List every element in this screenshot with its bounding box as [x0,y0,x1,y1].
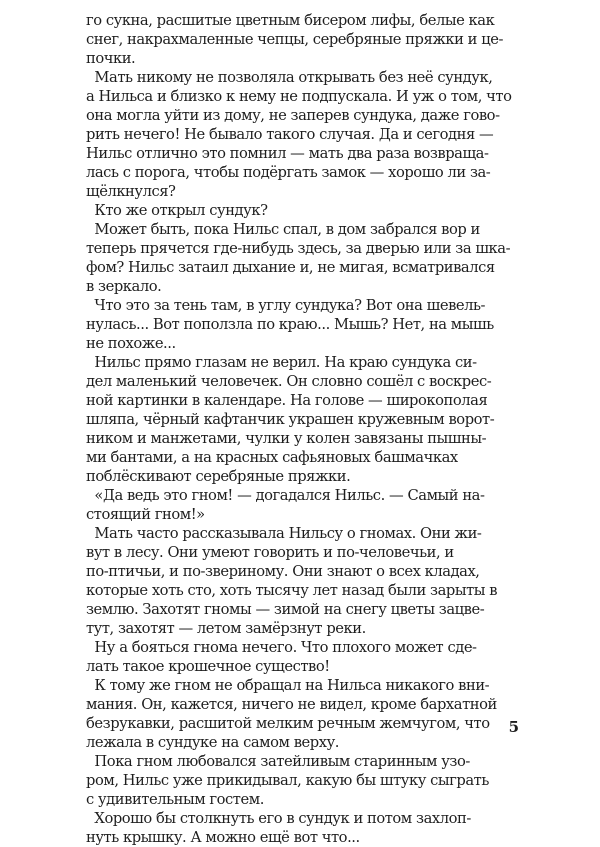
text-line: Кто же открыл сундук? [86,202,268,219]
text-line: ром, Нильс уже прикидывал, какую бы штуку сыграть [86,772,489,789]
text-line: шляпа, чёрный кафтанчик украшен кружевным ворот- [86,411,495,428]
text-line: Нильс прямо глазам не верил. На краю сундука си- [86,354,477,371]
text-line: Мать часто рассказывала Нильсу о гномах. Они жи- [86,525,482,542]
text-line: щёлкнулся? [86,183,176,200]
text-line: поблёскивают серебряные пряжки. [86,468,351,485]
text-line: не похоже... [86,335,176,352]
text-line: Что это за тень там, в углу сундука? Вот она шевель- [86,297,486,314]
page-number: 5 [508,718,519,736]
text-line: К тому же гном не обращал на Нильса никакого вни- [86,677,490,694]
text-line: лежала в сундуке на самом верху. [86,734,339,751]
text-line: Может быть, пока Нильс спал, в дом забрался вор и [86,221,480,238]
text-line: безрукавки, расшитой мелким речным жемчугом, что [86,715,490,732]
text-line: нуть крышку. А можно ещё вот что... [86,829,360,846]
text-line: го сукна, расшитые цветным бисером лифы, белые как [86,12,495,29]
text-line: она могла уйти из дому, не заперев сундука, даже гово- [86,107,500,124]
text-line: с удивительным гостем. [86,791,264,808]
text-line: которые хоть сто, хоть тысячу лет назад были зарыты в [86,582,498,599]
text-line: снег, накрахмаленные чепцы, серебряные пряжки и це- [86,31,503,48]
text-line: Нильс отлично это помнил — мать два раза возвраща- [86,145,489,162]
text-line: вут в лесу. Они умеют говорить и по-человечьи, и [86,544,454,561]
text-line: рить нечего! Не бывало такого случая. Да и сегодня — [86,126,494,143]
text-line: тут, захотят — летом замёрзнут реки. [86,620,366,637]
text-line: нулась... Вот поползла по краю... Мышь? Нет, на мышь [86,316,494,333]
text-line: фом? Нильс затаил дыхание и, не мигая, всматривался [86,259,495,276]
text-line: по-птичьи, и по-звериному. Они знают о всех кладах, [86,563,480,580]
text-line: стоящий гном!» [86,506,205,523]
text-line: ником и манжетами, чулки у колен завязаны пышны- [86,430,487,447]
text-line: теперь прячется где-нибудь здесь, за дверью или за шка- [86,240,511,257]
text-line: дел маленький человечек. Он словно сошёл с воскрес- [86,373,492,390]
text-line: лать такое крошечное существо! [86,658,330,675]
text-line: а Нильса и близко к нему не подпускала. И уж о том, что [86,88,512,105]
text-line: почки. [86,50,136,67]
text-line: ми бантами, а на красных сафьяновых башмачках [86,449,458,466]
text-line: ной картинки в календаре. На голове — широкополая [86,392,488,409]
text-line: землю. Захотят гномы — зимой на снегу цветы зацве- [86,601,485,618]
text-line: лась с порога, чтобы подёргать замок — хорошо ли за- [86,164,491,181]
text-line: Хорошо бы столкнуть его в сундук и потом захлоп- [86,810,471,827]
text-line: в зеркало. [86,278,162,295]
text-line: Пока гном любовался затейливым старинным узо- [86,753,470,770]
text-line: мания. Он, кажется, ничего не видел, кроме бархатной [86,696,497,713]
text-line: Ну а бояться гнома нечего. Что плохого может сде- [86,639,477,656]
body-text [86,11,522,847]
text-line: Мать никому не позволяла открывать без неё сундук, [86,69,493,86]
text-line: «Да ведь это гном! — догадался Нильс. — Самый на- [86,487,485,504]
